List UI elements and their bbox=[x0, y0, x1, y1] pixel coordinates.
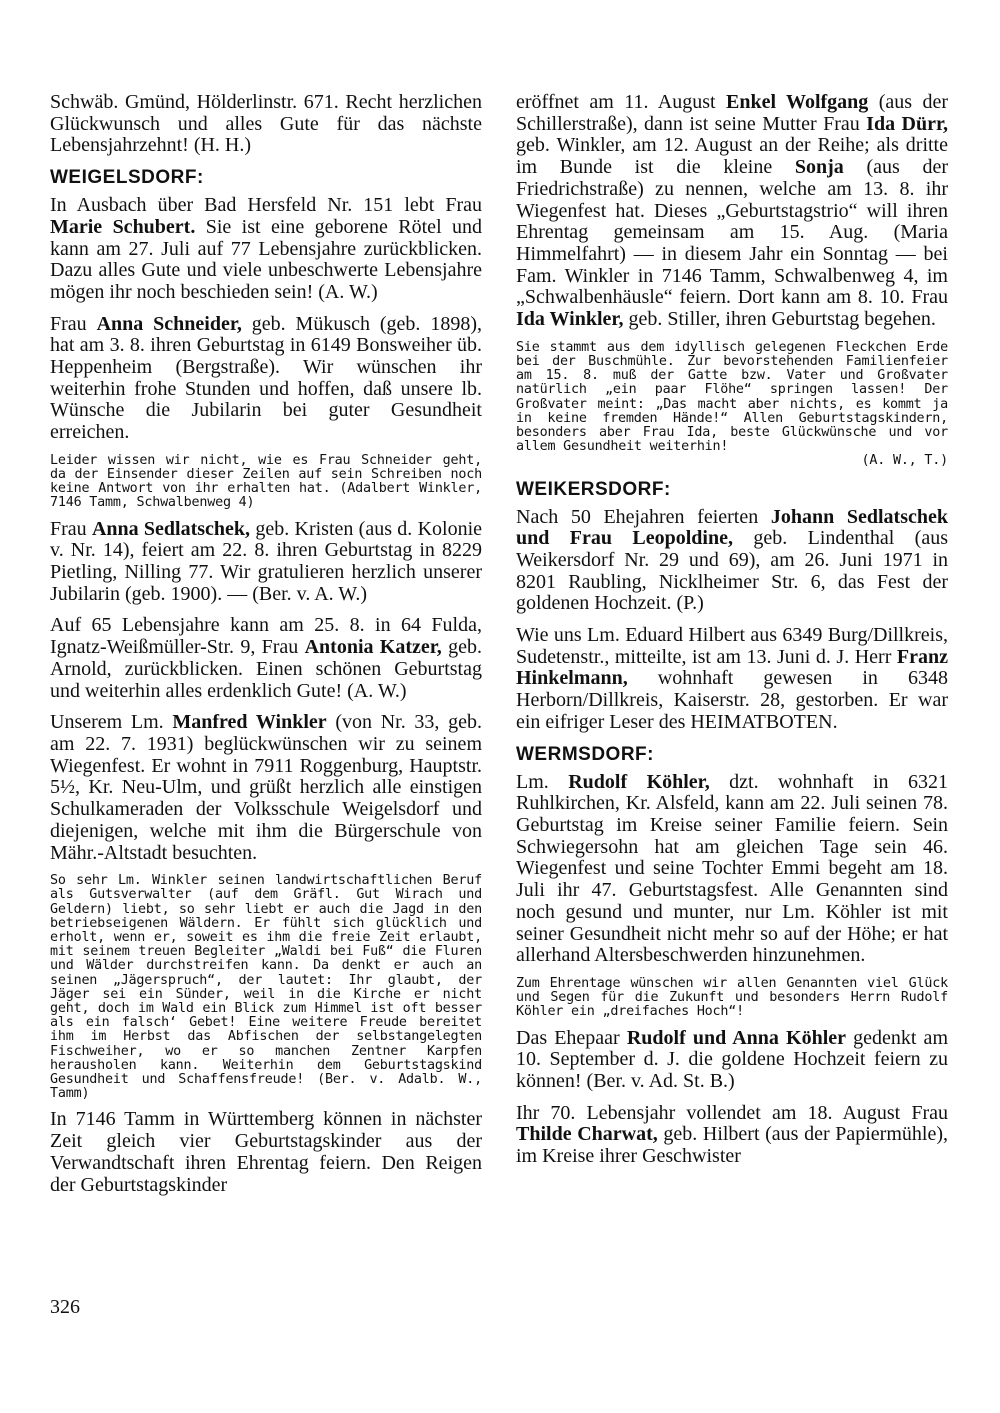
small-note: Leider wissen wir nicht, wie es Frau Schneider geht, da der Einsender dieser Zeilen auf sein Schreiben noch keine Antwort von ihr erhalten hat. (Adalbert Winkler, 7146 Tamm, Schwalbenweg 4) bbox=[50, 452, 482, 511]
paragraph: eröffnet am 11. August Enkel Wolfgang (aus der Schillerstraße), dann ist seine Mutter Frau Ida Dürr, geb. Winkler, am 12. August an der Reihe; als dritte im Bunde ist die kleine Sonja (aus der Friedrichstraße) zu nennen, welche am 13. 8. ihr Wiegenfest hat. Dieses „Geburtstagstrio“ will ihren Ehrentag gemeinsam am 15. Aug. (Maria Himmelfahrt) — in diesem Jahr ein Sonntag — bei Fam. Winkler in 7146 Tamm, Schwalbenweg 4, im „Schwalbenhäusle“ feiern. Dort kann am 8. 10. Frau Ida Winkler, geb. Stiller, ihren Geburtstag begehen. bbox=[516, 91, 948, 331]
page-number: 326 bbox=[50, 1296, 80, 1318]
section-heading-weikersdorf: WEIKERSDORF: bbox=[516, 478, 671, 500]
left-column bbox=[50, 92, 482, 1206]
right-column bbox=[516, 92, 948, 1178]
paragraph: Frau Anna Schneider, geb. Mükusch (geb. 1898), hat am 3. 8. ihren Geburtstag in 6149 Bonsweiher üb. Heppenheim (Bergstraße). Wir wünschen ihr weiterhin frohe Stunden und hoffen, daß unsere lb. Wünsche die Jubilarin bei guter Gesundheit erreichen. bbox=[50, 312, 482, 444]
paragraph: Das Ehepaar Rudolf und Anna Köhler gedenkt am 10. September d. J. die goldene Hochzeit feiern zu können! (Ber. v. Ad. St. B.) bbox=[516, 1026, 948, 1092]
section-heading-wermsdorf: WERMSDORF: bbox=[516, 743, 654, 765]
paragraph: Nach 50 Ehejahren feierten Johann Sedlatschek und Frau Leopoldine, geb. Lindenthal (aus Weikersdorf Nr. 29 und 69), am 26. Juni 1971 in 8201 Raubling, Nicklheimer Str. 6, das Fest der goldenen Hochzeit. (P.) bbox=[516, 505, 949, 615]
paragraph: Wie uns Lm. Eduard Hilbert aus 6349 Burg/Dillkreis, Sudetenstr., mitteilte, ist am 13. Juni d. J. Herr Franz Hinkelmann, wohnhaft gewesen in 6348 Herborn/Dillkreis, Kaiserstr. 28, gestorben. Er war ein eifriger Leser des HEIMATBOTEN. bbox=[516, 624, 948, 733]
paragraph: In Ausbach über Bad Hersfeld Nr. 151 lebt Frau Marie Schubert. Sie ist eine geborene Rötel und kann am 27. Juli auf 77 Lebensjahre zurückblicken. Dazu alles Gute und viele unbeschwerte Lebensjahre mögen ihr noch beschieden sein! (A. W.) bbox=[50, 194, 482, 303]
paragraph: Unserem Lm. Manfred Winkler (von Nr. 33, geb. am 22. 7. 1931) beglückwünschen wir zu seinem Wiegenfest. Er wohnt in 7911 Roggenburg, Hauptstr. 5½, Kr. Neu-Ulm, und grüßt herzlich alle einstigen Schulkameraden der Volksschule Weigelsdorf und diejenigen, welche mit ihm die Bürgerschule von Mähr.-Altstadt besuchten. bbox=[50, 711, 482, 864]
small-note: Sie stammt aus dem idyllisch gelegenen Fleckchen Erde bei der Buschmühle. Zur bevorstehenden Familienfeier am 15. 8. muß der Gatte bzw. Vater und Großvater natürlich „ein paar Flöhe“ springen lassen! Der Großvater meint: „Das macht aber nichts, es kommt ja in keine fremden Hände!“ Allen Geburtstagskindern, besonders aber Frau Ida, beste Glückwünsche und vor allem Gesundheit weiterhin! (A. W., T.) bbox=[516, 339, 948, 469]
paragraph: Lm. Rudolf Köhler, dzt. wohnhaft in 6321 Ruhlkirchen, Kr. Alsfeld, kann am 22. Juli seinen 78. Geburtstag im Kreise seiner Familie feiern. Sein Schwiegersohn hat am gleichen Tage sein 46. Wiegenfest und seine Tochter Emmi begeht am 18. Juli ihr 47. Geburtstagsfest. Alle Genannten sind noch gesund und munter, nur Lm. Köhler ist mit seiner Gesundheit nicht mehr so auf der Höhe; er hat allerhand Altersbeschwerden hinzunehmen. bbox=[516, 770, 948, 967]
paragraph: In 7146 Tamm in Württemberg können in nächster Zeit gleich vier Geburtstagskinder aus der Verwandtschaft ihren Ehrentag feiern. Den Reigen der Geburtstagskinder bbox=[50, 1108, 482, 1196]
paragraph: Auf 65 Lebensjahre kann am 25. 8. in 64 Fulda, Ignatz-Weißmüller-Str. 9, Frau Antonia Katzer, geb. Arnold, zurückblicken. Einen schönen Geburtstag und weiterhin alles erdenklich Gute! (A. W.) bbox=[50, 614, 482, 702]
small-note: So sehr Lm. Winkler seinen landwirtschaftlichen Beruf als Gutsverwalter (auf dem Gräfl. Gut Wirach und Geldern) liebt, so sehr liebt er auch die Jagd in den betriebseigenen Wäldern. Er fühlt sich glücklich und erholt, wenn er, soweit es ihm die freie Zeit erlaubt, mit seinem treuen Begleiter „Waldi bei Fuß“ die Fluren und Wälder durchstreifen kann. Da denkt er auch an seinen „Jägerspruch“, der lautet: Ihr glaubt, der Jäger sei ein Sünder, weil in die Kirche er nicht geht, doch im Wald ein Blick zum Himmel ist oft besser als ein falsch‘ Gebet! Eine weitere Freude bereitet ihm im Herbst das Abfischen der selbstangelegten Fischweiher, wo er so manchen Zentner Karpfen herausholen kann. Weiterhin dem Geburtstagskind Gesundheit und Schaffensfreude! (Ber. v. Adalb. W., Tamm) bbox=[50, 873, 482, 1102]
paragraph: Schwäb. Gmünd, Hölderlinstr. 671. Recht herzlichen Glückwunsch und alles Gute für das nächste Lebensjahrzehnt! (H. H.) bbox=[50, 91, 482, 157]
signature: (A. W., T.) bbox=[861, 453, 948, 469]
paragraph: Ihr 70. Lebensjahr vollendet am 18. August Frau Thilde Charwat, geb. Hilbert (aus der Papiermühle), im Kreise ihrer Geschwister bbox=[516, 1101, 948, 1168]
paragraph: Frau Anna Sedlatschek, geb. Kristen (aus d. Kolonie v. Nr. 14), feiert am 22. 8. ihren Geburtstag in 8229 Pietling, Nilling 77. Wir gratulieren herzlich unserer Jubilarin (geb. 1900). — (Ber. v. A. W.) bbox=[50, 517, 482, 605]
section-heading-weigelsdorf: WEIGELSDORF: bbox=[50, 167, 204, 189]
small-note: Zum Ehrentage wünschen wir allen Genannten viel Glück und Segen für die Zukunft und besonders Herrn Rudolf Köhler ein „dreifaches Hoch“! bbox=[516, 975, 948, 1020]
